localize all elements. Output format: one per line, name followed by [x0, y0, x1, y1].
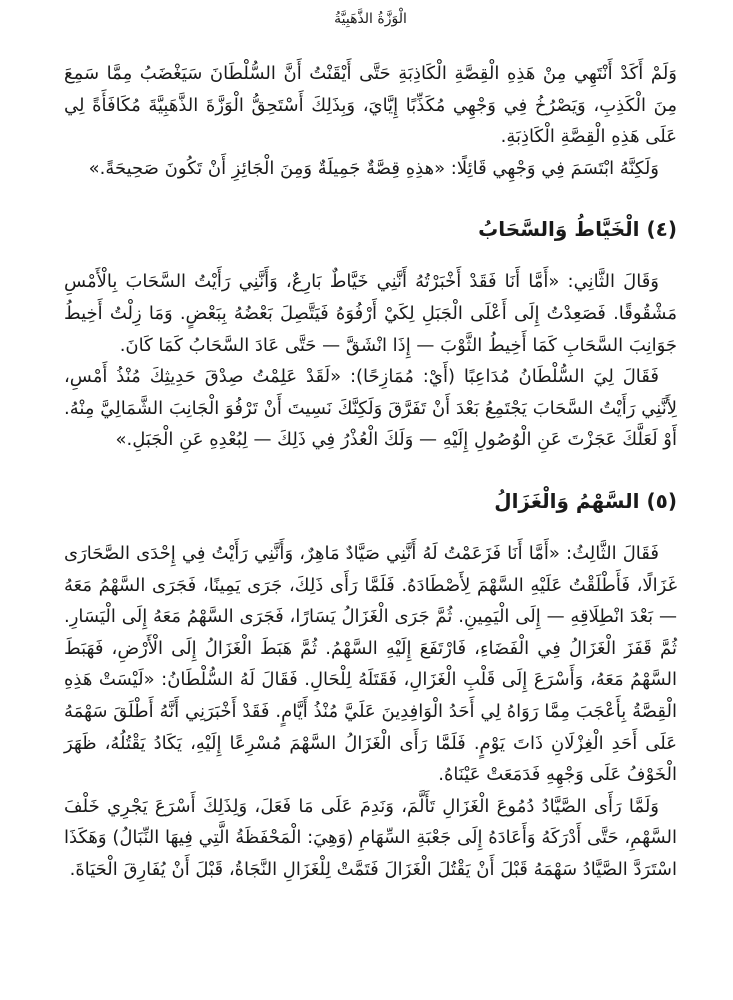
section-5-title: السَّهْمُ وَالْغَزَالُ [494, 488, 640, 513]
section-5-heading [64, 486, 677, 516]
section-4-heading [64, 214, 677, 244]
section-4-paragraph-2: فَقَالَ لِيَ السُّلْطَانُ مُدَاعِبًا (أَيْ: مُمَازِحًا): «لَقَدْ عَلِمْتُ صِدْقَ حَدِيثِكَ مُنْذُ أَمْسِ، لِأَنَّنِي رَأَيْتُ السَّحَابَ يَجْتَمِعُ بَعْدَ أَنْ تَفَرَّقَ وَلَكِنَّكَ نَسِيتَ أَنْ تَرْفُوَ الْجَانِبَ الشَّمَالِيَّ مِنْهُ. أَوْ لَعَلَّكَ عَجَزْتَ عَنِ الْوُصُولِ إِلَيْهِ — وَلَكَ الْعُذْرُ فِي ذَلِكَ — لِبُعْدِهِ عَنِ الْجَبَلِ.» [64, 366, 677, 451]
section-4-number: (٤) [646, 217, 677, 242]
section-4-title: الْخَيَّاطُ وَالسَّحَابُ [478, 217, 640, 242]
section-5-paragraph-1: فَقَالَ الثَّالِثُ: «أَمَّا أَنَا فَزَعَمْتُ لَهُ أَنَّنِي صَيَّادٌ مَاهِرٌ، وَأَنَّنِي رَأَيْتُ فِي إِحْدَى الصَّحَارَى غَزَالًا، فَأَطْلَقْتُ عَلَيْهِ السَّهْمَ لِأَصْطَادَهُ. فَلَمَّا رَأَى ذَلِكَ، جَرَى يَمِينًا، فَجَرَى السَّهْمُ مَعَهُ — بَعْدَ انْطِلَاقِهِ — إِلَى الْيَمِينِ. ثُمَّ جَرَى الْغَزَالُ يَسَارًا، فَجَرَى السَّهْمُ مَعَهُ إِلَى الْيَسَارِ. ثُمَّ قَفَزَ الْغَزَالُ فِي الْفَضَاءِ، فَارْتَفَعَ إِلَيْهِ السَّهْمُ. ثُمَّ هَبَطَ الْغَزَالُ إِلَى الْأَرْضِ، فَهَبَطَ السَّهْمُ مَعَهُ، وَأَسْرَعَ إِلَى قَلْبِ الْغَزَالِ، فَقَتَلَهُ لِلْحَالِ. فَقَالَ لَهُ السُّلْطَانُ: «لَيْسَتْ هَذِهِ الْقِصَّةُ بِأَعْجَبَ مِمَّا رَوَاهُ لِي أَحَدُ الْوَافِدِينَ عَلَيَّ مُنْذُ أَيَّامٍ. فَقَدْ أَخْبَرَنِي أَنَّهُ أَطْلَقَ سَهْمَهُ عَلَى أَحَدِ الْغِزْلَانِ ذَاتَ يَوْمٍ. فَلَمَّا رَأَى الْغَزَالُ السَّهْمَ مُسْرِعًا إِلَيْهِ، يَكَادُ يَقْتُلُهُ، ظَهَرَ الْخَوْفُ عَلَى وَجْهِهِ فَدَمَعَتْ عَيْنَاهُ. [64, 542, 677, 786]
section-5-number: (٥) [646, 488, 677, 513]
section-5-paragraph-2: وَلَمَّا رَأَى الصَّيَّادُ دُمُوعَ الْغَزَالِ تَأَلَّمَ، وَنَدِمَ عَلَى مَا فَعَلَ، وَلِذَلِكَ أَسْرَعَ يَجْرِي خَلْفَ السَّهْمِ، حَتَّى أَدْرَكَهُ وَأَعَادَهُ إِلَى جَعْبَةِ السِّهَامِ (وَهِيَ: الْمَحْفَظَةُ الَّتِي فِيهَا النِّبَالُ) وَهَكَذَا اسْتَرَدَّ الصَّيَّادُ سَهْمَهُ قَبْلَ أَنْ يَقْتُلَ الْغَزَالَ فَتَمَّتْ لِلْغَزَالِ النَّجَاةُ، قَبْلَ أَنْ يُفَارِقَ الْحَيَاةَ. [64, 795, 677, 880]
section-4-paragraph-1: وَقَالَ الثَّانِي: «أَمَّا أَنَا فَقَدْ أَخْبَرْتُهُ أَنَّنِي خَيَّاطٌ بَارِعٌ، وَأَنَّنِي رَأَيْتُ السَّحَابَ بِالْأَمْسِ مَشْقُوقًا. فَصَعِدْتُ إِلَى أَعْلَى الْجَبَلِ لِكَيْ أَرْفُوَهُ فَيَتَّصِلَ بَعْضُهُ بِبَعْضٍ. وَمَا زِلْتُ أَخِيطُ جَوَانِبَ السَّحَابِ كَمَا أَخِيطُ الثَّوْبَ — إِذَا انْشَقَّ — حَتَّى عَادَ السَّحَابُ كَمَا كَانَ. [64, 271, 677, 356]
running-header: الْوَزَّةُ الذَّهَبِيَّةُ [334, 11, 407, 27]
intro-paragraph-1: وَلَمْ أَكَدْ أَنْتَهِي مِنْ هَذِهِ الْقِصَّةِ الْكَاذِبَةِ حَتَّى أَيْقَنْتُ أَنَّ السُّلْطَانَ سَيَغْضَبُ مِمَّا سَمِعَ مِنَ الْكَذِبِ، وَيَصْرُخُ فِي وَجْهِي مُكَذِّبًا إِيَّايَ، وَبِذَلِكَ أَسْتَحِقُّ الْوَزَّةَ الذَّهَبِيَّةَ مُكَافَأَةً لِي عَلَى هَذِهِ الْقِصَّةِ الْكَاذِبَةِ. [64, 63, 677, 148]
intro-paragraph-2: وَلَكِنَّهُ ابْتَسَمَ فِي وَجْهِي قَائِلًا: «هذِهِ قِصَّةٌ جَمِيلَةٌ وَمِنَ الْجَائِزِ أَنْ تَكُونَ صَحِيحَةً.» [88, 157, 659, 179]
